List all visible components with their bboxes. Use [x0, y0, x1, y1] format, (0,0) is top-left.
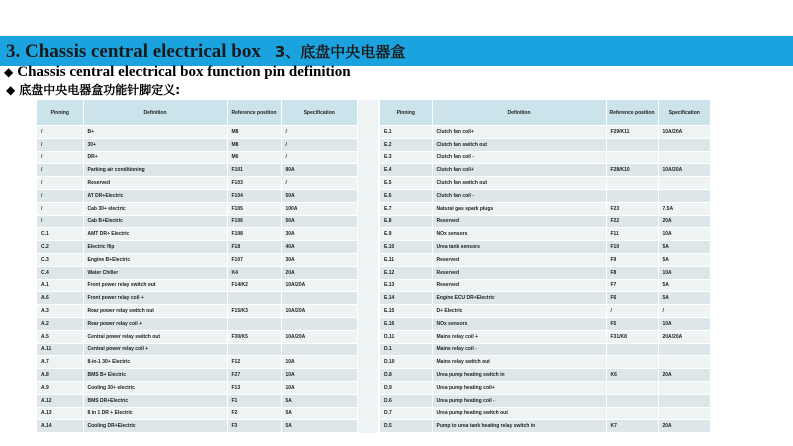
reference-cell: [606, 343, 658, 356]
reference-cell: [606, 381, 658, 394]
reference-cell: F105: [227, 202, 281, 215]
specification-cell: [658, 343, 710, 356]
bullet-heading-en: [4, 64, 351, 81]
table-row: [380, 381, 710, 394]
reference-cell: K4: [227, 266, 281, 279]
specification-cell: 30A: [281, 253, 357, 266]
reference-cell: [606, 177, 658, 190]
table-row: [37, 356, 357, 369]
table-row: [37, 394, 357, 407]
table-row: [380, 420, 710, 433]
pin-cell: E.13: [380, 279, 432, 292]
reference-cell: F30/K5: [227, 330, 281, 343]
specification-cell: 20A: [658, 215, 710, 228]
table-row: [37, 381, 357, 394]
definition-cell: Mains relay coil -: [432, 343, 606, 356]
specification-cell: 20A/20A: [658, 330, 710, 343]
reference-cell: F23: [606, 202, 658, 215]
definition-cell: Central power relay coil +: [83, 343, 227, 356]
reference-cell: F104: [227, 189, 281, 202]
pin-cell: /: [37, 215, 83, 228]
pin-table-left: [37, 100, 357, 433]
pin-cell: A.13: [37, 407, 83, 420]
reference-cell: F13: [227, 381, 281, 394]
table-row: [37, 279, 357, 292]
table-row: [380, 228, 710, 241]
reference-cell: F5: [606, 317, 658, 330]
definition-cell: Engine B+Electric: [83, 253, 227, 266]
pin-cell: C.3: [37, 253, 83, 266]
reference-cell: /: [606, 305, 658, 318]
reference-cell: F28/K10: [606, 164, 658, 177]
specification-cell: 20A: [658, 369, 710, 382]
specification-cell: 10A/20A: [281, 279, 357, 292]
page-title-en: 3. Chassis central electrical box: [6, 41, 261, 62]
table-row: [380, 266, 710, 279]
reference-cell: [227, 317, 281, 330]
table-row: [37, 177, 357, 190]
specification-cell: 40A: [281, 241, 357, 254]
pin-cell: C.2: [37, 241, 83, 254]
pin-cell: E.12: [380, 266, 432, 279]
reference-cell: F27: [227, 369, 281, 382]
table-row: [380, 177, 710, 190]
reference-cell: M8: [227, 138, 281, 151]
definition-cell: Electric flip: [83, 241, 227, 254]
definition-cell: Engine ECU DR+Electric: [432, 292, 606, 305]
specification-cell: [281, 343, 357, 356]
table-row: [380, 202, 710, 215]
table-row: [37, 420, 357, 433]
definition-cell: Front power relay switch out: [83, 279, 227, 292]
pin-table-right: [380, 100, 710, 433]
pin-cell: A.9: [37, 381, 83, 394]
table-row: [380, 330, 710, 343]
reference-cell: [606, 151, 658, 164]
specification-cell: 10A/20A: [281, 330, 357, 343]
definition-cell: BMS B+ Electric: [83, 369, 227, 382]
definition-cell: DR+: [83, 151, 227, 164]
definition-cell: Clutch fan coil+: [432, 164, 606, 177]
pin-cell: D.1: [380, 343, 432, 356]
specification-cell: [658, 138, 710, 151]
definition-cell: AT DR+Electric: [83, 189, 227, 202]
table-row: [37, 292, 357, 305]
pin-cell: E.2: [380, 138, 432, 151]
diamond-bullet-icon: ◆: [6, 83, 16, 97]
definition-cell: Parking air conditioning: [83, 164, 227, 177]
definition-cell: Central power relay switch out: [83, 330, 227, 343]
specification-cell: [658, 356, 710, 369]
pin-cell: D.10: [380, 356, 432, 369]
table-row: [37, 151, 357, 164]
specification-cell: /: [281, 126, 357, 139]
table-row: [37, 138, 357, 151]
definition-cell: NOx sensors: [432, 317, 606, 330]
reference-cell: F18: [227, 241, 281, 254]
definition-cell: Rear power relay switch out: [83, 305, 227, 318]
specification-cell: 5A: [658, 253, 710, 266]
table-row: [37, 189, 357, 202]
pin-cell: E.16: [380, 317, 432, 330]
pin-table-right-body: [380, 126, 710, 433]
specification-cell: 10A: [281, 381, 357, 394]
definition-cell: 8-in-1 30+ Electric: [83, 356, 227, 369]
pin-cell: E.9: [380, 228, 432, 241]
reference-cell: F7: [606, 279, 658, 292]
reference-cell: F10: [606, 241, 658, 254]
definition-cell: 8 in 1 DR + Electric: [83, 407, 227, 420]
page-title-zh: 3、底盘中央电器盒: [274, 43, 406, 61]
reference-cell: K7: [606, 420, 658, 433]
header-definition: Definition: [432, 100, 606, 126]
pin-cell: /: [37, 126, 83, 139]
pin-cell: D.9: [380, 381, 432, 394]
definition-cell: Urea pump heating coil+: [432, 381, 606, 394]
specification-cell: [658, 177, 710, 190]
pin-cell: E.7: [380, 202, 432, 215]
pin-cell: E.4: [380, 164, 432, 177]
table-row: [37, 343, 357, 356]
reference-cell: F31/K8: [606, 330, 658, 343]
specification-cell: 10A: [281, 356, 357, 369]
definition-cell: Natural gas spark plugs: [432, 202, 606, 215]
pin-cell: A.14: [37, 420, 83, 433]
reference-cell: [606, 407, 658, 420]
definition-cell: Clutch fan coil+: [432, 126, 606, 139]
specification-cell: 80A: [281, 164, 357, 177]
table-row: [37, 407, 357, 420]
definition-cell: Urea tank sensors: [432, 241, 606, 254]
pin-cell: E.11: [380, 253, 432, 266]
reference-cell: F101: [227, 164, 281, 177]
specification-cell: [658, 394, 710, 407]
pin-cell: E.1: [380, 126, 432, 139]
table-row: [37, 330, 357, 343]
pin-cell: E.6: [380, 189, 432, 202]
pin-cell: A.1: [37, 279, 83, 292]
table-row: [37, 317, 357, 330]
specification-cell: /: [281, 177, 357, 190]
specification-cell: 5A: [658, 292, 710, 305]
pin-cell: D.6: [380, 394, 432, 407]
definition-cell: Reserved: [432, 253, 606, 266]
specification-cell: 10A: [658, 228, 710, 241]
table-row: [37, 241, 357, 254]
definition-cell: Cab 30+ electric: [83, 202, 227, 215]
pin-cell: A.5: [37, 330, 83, 343]
pin-table-left-body: [37, 126, 357, 433]
specification-cell: 5A: [658, 241, 710, 254]
reference-cell: M8: [227, 126, 281, 139]
table-row: [380, 343, 710, 356]
reference-cell: F3: [227, 420, 281, 433]
pin-cell: D.8: [380, 369, 432, 382]
definition-cell: B+: [83, 126, 227, 139]
reference-cell: F2: [227, 407, 281, 420]
header-specification: Specification: [658, 100, 710, 126]
definition-cell: Reserved: [83, 177, 227, 190]
reference-cell: [606, 356, 658, 369]
specification-cell: /: [281, 138, 357, 151]
pin-cell: E.14: [380, 292, 432, 305]
table-row: [37, 215, 357, 228]
specification-cell: 50A: [281, 215, 357, 228]
pin-cell: A.6: [37, 292, 83, 305]
table-row: [37, 202, 357, 215]
definition-cell: Front power relay coil +: [83, 292, 227, 305]
pin-cell: A.11: [37, 343, 83, 356]
pin-cell: C.4: [37, 266, 83, 279]
definition-cell: Clutch fan switch out: [432, 138, 606, 151]
reference-cell: [606, 394, 658, 407]
specification-cell: 5A: [281, 420, 357, 433]
bullet-text-en: Chassis central electrical box function pin definition: [17, 64, 351, 80]
specification-cell: 10A: [658, 266, 710, 279]
specification-cell: 7.5A: [658, 202, 710, 215]
header-reference-position: Reference position: [606, 100, 658, 126]
table-header-row: [37, 100, 357, 126]
reference-cell: F29/K11: [606, 126, 658, 139]
pin-cell: /: [37, 189, 83, 202]
table-row: [380, 305, 710, 318]
definition-cell: NOx sensors: [432, 228, 606, 241]
table-row: [380, 151, 710, 164]
reference-cell: [606, 138, 658, 151]
specification-cell: 10A/20A: [658, 164, 710, 177]
diamond-bullet-icon: ◆: [4, 65, 14, 79]
table-row: [37, 369, 357, 382]
table-row: [380, 317, 710, 330]
specification-cell: 5A: [281, 407, 357, 420]
pin-cell: /: [37, 177, 83, 190]
definition-cell: Cab B+Electric: [83, 215, 227, 228]
pin-cell: /: [37, 138, 83, 151]
definition-cell: Urea pump heating switch out: [432, 407, 606, 420]
definition-cell: Cooling DR+Electric: [83, 420, 227, 433]
table-row: [380, 394, 710, 407]
pin-cell: D.7: [380, 407, 432, 420]
table-row: [380, 407, 710, 420]
reference-cell: [227, 343, 281, 356]
reference-cell: [227, 292, 281, 305]
specification-cell: 10A: [658, 317, 710, 330]
definition-cell: BMS DR+Electric: [83, 394, 227, 407]
reference-cell: F108: [227, 228, 281, 241]
specification-cell: [281, 317, 357, 330]
pin-cell: E.3: [380, 151, 432, 164]
reference-cell: F11: [606, 228, 658, 241]
definition-cell: Urea pump heating coil -: [432, 394, 606, 407]
definition-cell: Clutch fan coil -: [432, 189, 606, 202]
pin-cell: /: [37, 151, 83, 164]
definition-cell: Reserved: [432, 266, 606, 279]
header-reference-position: Reference position: [227, 100, 281, 126]
definition-cell: Mains relay switch out: [432, 356, 606, 369]
specification-cell: 5A: [281, 394, 357, 407]
definition-cell: 30+: [83, 138, 227, 151]
table-row: [37, 228, 357, 241]
reference-cell: [606, 189, 658, 202]
pin-cell: E.15: [380, 305, 432, 318]
bullet-text-zh: 底盘中央电器盒功能针脚定义:: [19, 83, 181, 97]
bullet-heading-zh: [6, 82, 180, 98]
table-row: [380, 164, 710, 177]
table-row: [380, 356, 710, 369]
definition-cell: Cooling 30+ electric: [83, 381, 227, 394]
pin-cell: /: [37, 202, 83, 215]
table-row: [380, 241, 710, 254]
definition-cell: Clutch fan switch out: [432, 177, 606, 190]
pin-cell: E.10: [380, 241, 432, 254]
header-specification: Specification: [281, 100, 357, 126]
specification-cell: 10A: [281, 369, 357, 382]
table-row: [380, 279, 710, 292]
table-row: [380, 215, 710, 228]
specification-cell: [658, 407, 710, 420]
table-row: [37, 266, 357, 279]
reference-cell: F6: [606, 292, 658, 305]
specification-cell: /: [658, 305, 710, 318]
definition-cell: D+ Electric: [432, 305, 606, 318]
header-pinning: Pinning: [380, 100, 432, 126]
definition-cell: Reserved: [432, 215, 606, 228]
reference-cell: F103: [227, 177, 281, 190]
reference-cell: F107: [227, 253, 281, 266]
table-row: [380, 253, 710, 266]
pin-cell: A.8: [37, 369, 83, 382]
table-row: [37, 126, 357, 139]
reference-cell: F8: [606, 266, 658, 279]
pin-cell: A.2: [37, 317, 83, 330]
reference-cell: F15/K3: [227, 305, 281, 318]
specification-cell: 20A: [281, 266, 357, 279]
specification-cell: 30A: [281, 228, 357, 241]
header-definition: Definition: [83, 100, 227, 126]
definition-cell: Urea pump heating switch in: [432, 369, 606, 382]
specification-cell: [658, 381, 710, 394]
definition-cell: Clutch fan coil -: [432, 151, 606, 164]
specification-cell: 10A/20A: [658, 126, 710, 139]
table-header-row: [380, 100, 710, 126]
pin-cell: C.1: [37, 228, 83, 241]
reference-cell: M6: [227, 151, 281, 164]
reference-cell: K6: [606, 369, 658, 382]
specification-cell: 10A/20A: [281, 305, 357, 318]
specification-cell: 100A: [281, 202, 357, 215]
reference-cell: F106: [227, 215, 281, 228]
header-pinning: Pinning: [37, 100, 83, 126]
table-row: [380, 138, 710, 151]
definition-cell: Water Chiller: [83, 266, 227, 279]
reference-cell: F9: [606, 253, 658, 266]
pin-cell: E.8: [380, 215, 432, 228]
specification-cell: [281, 292, 357, 305]
definition-cell: Mains relay coil +: [432, 330, 606, 343]
pin-cell: A.12: [37, 394, 83, 407]
reference-cell: F12: [227, 356, 281, 369]
reference-cell: F22: [606, 215, 658, 228]
table-row: [380, 126, 710, 139]
definition-cell: Pump to urea tank heating relay switch in: [432, 420, 606, 433]
pin-cell: A.3: [37, 305, 83, 318]
table-row: [37, 164, 357, 177]
specification-cell: 5A: [658, 279, 710, 292]
table-row: [37, 253, 357, 266]
reference-cell: F1: [227, 394, 281, 407]
pin-cell: D.5: [380, 420, 432, 433]
definition-cell: Rear power relay coil +: [83, 317, 227, 330]
specification-cell: 20A: [658, 420, 710, 433]
table-row: [380, 369, 710, 382]
pin-cell: /: [37, 164, 83, 177]
reference-cell: F14/K2: [227, 279, 281, 292]
table-divider: [358, 100, 378, 433]
table-row: [380, 292, 710, 305]
pin-cell: E.5: [380, 177, 432, 190]
table-row: [37, 305, 357, 318]
definition-cell: AMT DR+ Electric: [83, 228, 227, 241]
specification-cell: [658, 151, 710, 164]
specification-cell: [658, 189, 710, 202]
table-row: [380, 189, 710, 202]
specification-cell: /: [281, 151, 357, 164]
page-title: [6, 41, 405, 63]
pin-cell: A.7: [37, 356, 83, 369]
definition-cell: Reserved: [432, 279, 606, 292]
specification-cell: 50A: [281, 189, 357, 202]
pin-cell: D.11: [380, 330, 432, 343]
